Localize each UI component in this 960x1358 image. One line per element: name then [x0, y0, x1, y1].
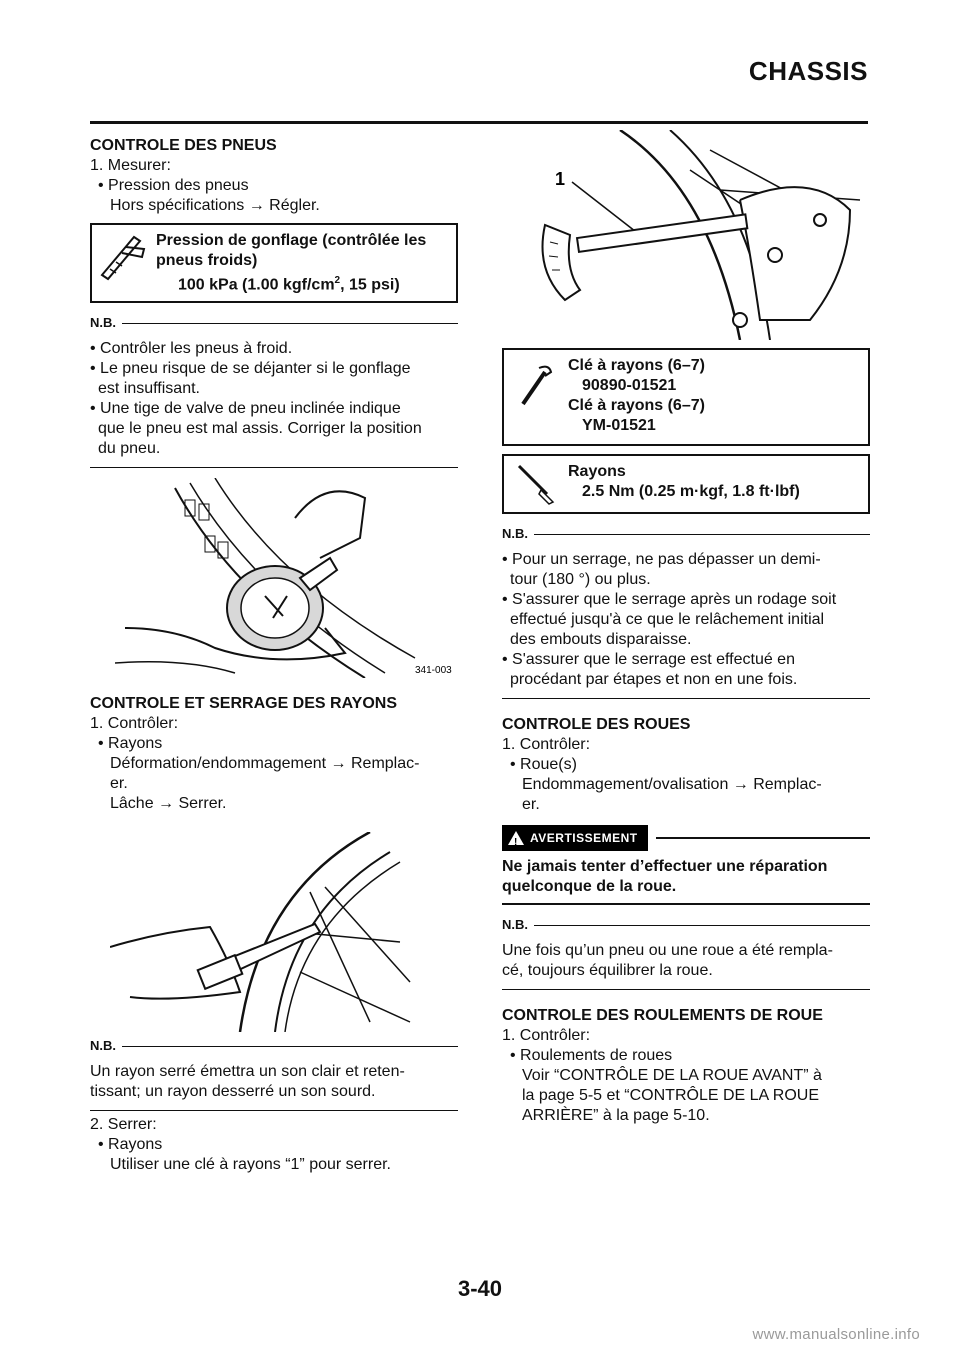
- tool-line4: YM-01521: [582, 417, 656, 434]
- roues-step1: 1. Contrôler:: [502, 736, 591, 753]
- rayons-bullet1: • Rayons: [98, 735, 163, 752]
- spec-line2: pneus froids): [156, 252, 258, 269]
- warning-badge: ! AVERTISSEMENT: [502, 825, 648, 851]
- header-rule: [90, 121, 868, 124]
- tool-line3: Clé à rayons (6–7): [568, 397, 705, 414]
- nb-item: • S'assurer que le serrage après un rodage soit: [502, 591, 837, 608]
- nb-list: [90, 339, 458, 459]
- nb-end-rule: [502, 989, 870, 990]
- roues-nb-line1: Une fois qu’un pneu ou une roue a été rempla-: [502, 942, 833, 959]
- rayons-detail2: er.: [110, 775, 128, 792]
- spec-line1: Pression de gonflage (contrôlée les: [156, 232, 427, 249]
- warning-icon: !: [508, 831, 524, 845]
- nb-item: effectué jusqu'à ce que le relâchement initial: [510, 611, 825, 628]
- left-column-nb2: [90, 1036, 458, 1175]
- nb-item: procédant par étapes et non en une fois.: [510, 671, 798, 688]
- page-number: 3-40: [457, 1276, 503, 1301]
- rayons-step1: 1. Contrôler:: [90, 715, 179, 732]
- nb-header: N.B.: [90, 313, 458, 333]
- right-column: [502, 348, 870, 1126]
- figure-code: 341-003: [415, 665, 452, 676]
- spoke-wrench-icon: [504, 350, 566, 444]
- nb-header: N.B.: [90, 1036, 458, 1056]
- section-title-rayons: CONTROLE ET SERRAGE DES RAYONS: [90, 695, 398, 712]
- tire-pressure-illustration: [115, 478, 455, 678]
- nb-end-rule: [90, 1110, 458, 1111]
- torque-spec-box: [502, 454, 870, 514]
- spoke-check-illustration: [110, 832, 430, 1032]
- roulements-detail3: ARRIÈRE” à la page 5-10.: [522, 1107, 710, 1124]
- nb-header: N.B.: [502, 524, 870, 544]
- nb-item: du pneu.: [98, 440, 161, 457]
- nb-header: N.B.: [502, 915, 870, 935]
- nb-item: • Pour un serrage, ne pas dépasser un demi-: [502, 551, 821, 568]
- nb-end-rule: [502, 698, 870, 699]
- section-title-pneus: CONTROLE DES PNEUS: [90, 137, 277, 154]
- roulements-detail1: Voir “CONTRÔLE DE LA ROUE AVANT” à: [522, 1067, 822, 1084]
- nb-item: • Le pneu risque de se déjanter si le gonflage: [90, 360, 411, 377]
- roues-nb-line2: cé, toujours équilibrer la roue.: [502, 962, 713, 979]
- rayons-detail1: Déformation/endommagement → Remplac-: [110, 755, 420, 772]
- nb-item: • S'assurer que le serrage est effectué en: [502, 651, 795, 668]
- left-column: [90, 136, 458, 468]
- torque-line2: 2.5 Nm (0.25 m·kgf, 1.8 ft·lbf): [582, 483, 800, 500]
- callout-1: 1: [555, 169, 566, 189]
- pneus-bullet1-detail: Hors spécifications → Régler.: [110, 197, 320, 214]
- roues-bullet1: • Roue(s): [510, 756, 577, 773]
- spoke-wrench-tool-box: [502, 348, 870, 446]
- nb-item: est insuffisant.: [98, 380, 200, 397]
- rayons-detail3: Lâche → Serrer.: [110, 795, 227, 812]
- left-column-rayons: [90, 694, 458, 814]
- roulements-detail2: la page 5-5 et “CONTRÔLE DE LA ROUE: [522, 1087, 819, 1104]
- pneus-bullet1: • Pression des pneus: [98, 177, 249, 194]
- page-header-title: CHASSIS: [748, 56, 868, 86]
- watermark-link[interactable]: www.manualsonline.info: [752, 1326, 920, 1343]
- rayons-detail4: Utiliser une clé à rayons “1” pour serrer.: [110, 1156, 391, 1173]
- roues-detail2: er.: [522, 796, 540, 813]
- nb-item: des embouts disparaisse.: [510, 631, 692, 648]
- pressure-spec-box: [90, 223, 458, 303]
- torque-line1: Rayons: [568, 463, 626, 480]
- roues-detail1: Endommagement/ovalisation → Remplac-: [522, 776, 822, 793]
- rayons-step2: 2. Serrer:: [90, 1116, 157, 1133]
- tool-line1: Clé à rayons (6–7): [568, 357, 705, 374]
- nb-item: • Une tige de valve de pneu inclinée indique: [90, 400, 401, 417]
- section-title-roues: CONTROLE DES ROUES: [502, 716, 691, 733]
- warning-line1: Ne jamais tenter d’effectuer une réparation: [502, 858, 828, 875]
- pneus-step1: 1. Mesurer:: [90, 157, 171, 174]
- warning-header: [502, 825, 870, 851]
- rayons-bullet2: • Rayons: [98, 1136, 163, 1153]
- warning-end-rule: [502, 903, 870, 905]
- nb-item: que le pneu est mal assis. Corriger la position: [98, 420, 422, 437]
- nb-item: • Contrôler les pneus à froid.: [90, 340, 293, 357]
- nb-end-rule: [90, 467, 458, 468]
- nb-item: tour (180 °) ou plus.: [510, 571, 651, 588]
- spoke-wrench-illustration: [510, 130, 870, 340]
- warning-line2: quelconque de la roue.: [502, 878, 677, 895]
- torque-wrench-icon: [504, 456, 566, 512]
- rayons-nb-line2: tissant; un rayon desserré un son sourd.: [90, 1083, 376, 1100]
- spec-value: 100 kPa (1.00 kgf/$cm^2$, 15 psi): [178, 275, 400, 294]
- roulements-bullet1: • Roulements de roues: [510, 1047, 673, 1064]
- section-title-roulements: CONTROLE DES ROULEMENTS DE ROUE: [502, 1007, 823, 1024]
- caliper-gauge-icon: [92, 225, 154, 301]
- rayons-nb-line1: Un rayon serré émettra un son clair et reten-: [90, 1063, 405, 1080]
- roulements-step1: 1. Contrôler:: [502, 1027, 591, 1044]
- tool-line2: 90890-01521: [582, 377, 677, 394]
